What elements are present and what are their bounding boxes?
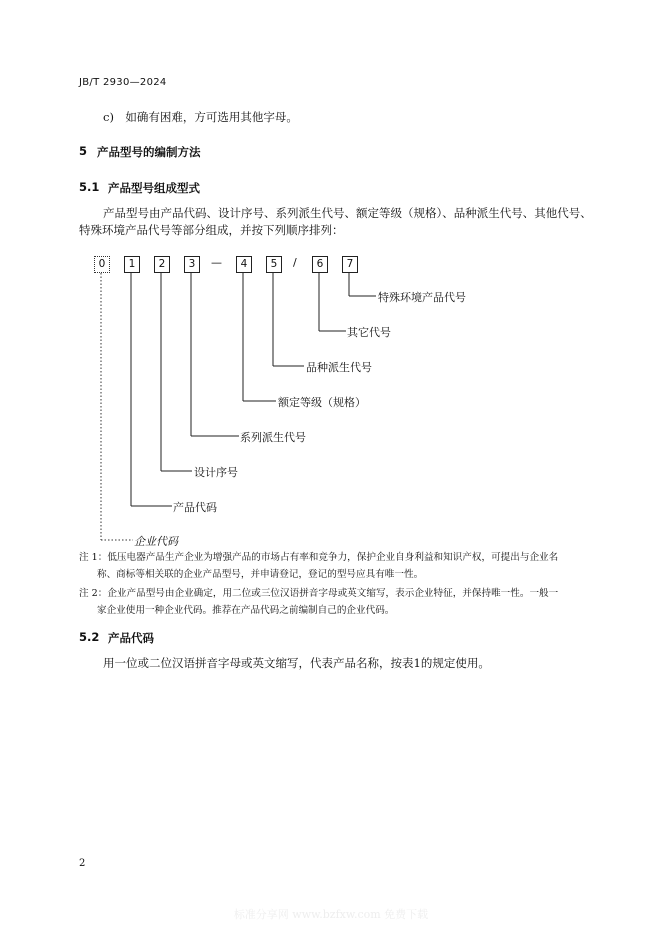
section-5-1-title: 产品型号组成型式 (108, 181, 200, 195)
page-number: 2 (79, 858, 86, 869)
section-5-2-number: 5.2 (79, 630, 100, 644)
label-variety-derivative-code: 品种派生代号 (306, 361, 372, 374)
label-product-code: 产品代码 (173, 501, 217, 514)
note-2-line: 家企业使用一种企业代码。推荐在产品代码之前编制自己的企业代码。 (97, 605, 395, 616)
dash-separator: — (211, 256, 222, 269)
label-rated-grade: 额定等级（规格） (278, 396, 366, 409)
code-box-0: 0 (94, 256, 110, 273)
label-series-derivative-code: 系列派生代号 (240, 431, 306, 444)
code-box-6: 6 (312, 256, 328, 273)
code-box-2: 2 (154, 256, 170, 273)
section-5-1-number: 5.1 (79, 180, 100, 194)
label-enterprise-code: 企业代码 (134, 535, 178, 548)
code-box-7: 7 (342, 256, 358, 273)
label-other-code: 其它代号 (347, 326, 391, 339)
paragraph-line: 产品型号由产品代码、设计序号、系列派生代号、额定等级（规格）、品种派生代号、其他代号、 (103, 206, 592, 220)
label-design-serial: 设计序号 (194, 466, 238, 479)
standard-number: JB/T 2930—2024 (79, 77, 167, 88)
label-special-env-code: 特殊环境产品代号 (378, 291, 466, 304)
section-5-number: 5 (79, 144, 88, 158)
code-box-1: 1 (124, 256, 140, 273)
paragraph-line: 特殊环境产品代号等部分组成，并按下列顺序排列： (79, 223, 344, 237)
code-box-5: 5 (266, 256, 282, 273)
note-2-line: 注 2：企业产品型号由企业确定，用二位或三位汉语拼音字母或英文缩写，表示企业特征，并保持唯一性。一般一 (79, 588, 559, 599)
slash-separator: / (293, 256, 297, 269)
watermark-text: 标准分享网 www.bzfxw.com 免费下载 (233, 908, 429, 921)
paragraph-line: 用一位或二位汉语拼音字母或英文缩写，代表产品名称，按表1的规定使用。 (103, 656, 490, 670)
code-box-3: 3 (184, 256, 200, 273)
list-item-c: c) 如确有困难，方可选用其他字母。 (103, 110, 298, 124)
note-1-line: 注 1：低压电器产品生产企业为增强产品的市场占有率和竞争力，保护企业自身利益和知识产权，可提出与企业名 (79, 552, 559, 563)
section-5-title: 产品型号的编制方法 (97, 145, 201, 159)
section-5-2-title: 产品代码 (108, 631, 154, 645)
note-1-line: 称、商标等相关联的企业产品型号，并申请登记，登记的型号应具有唯一性。 (97, 569, 424, 580)
code-box-4: 4 (236, 256, 252, 273)
